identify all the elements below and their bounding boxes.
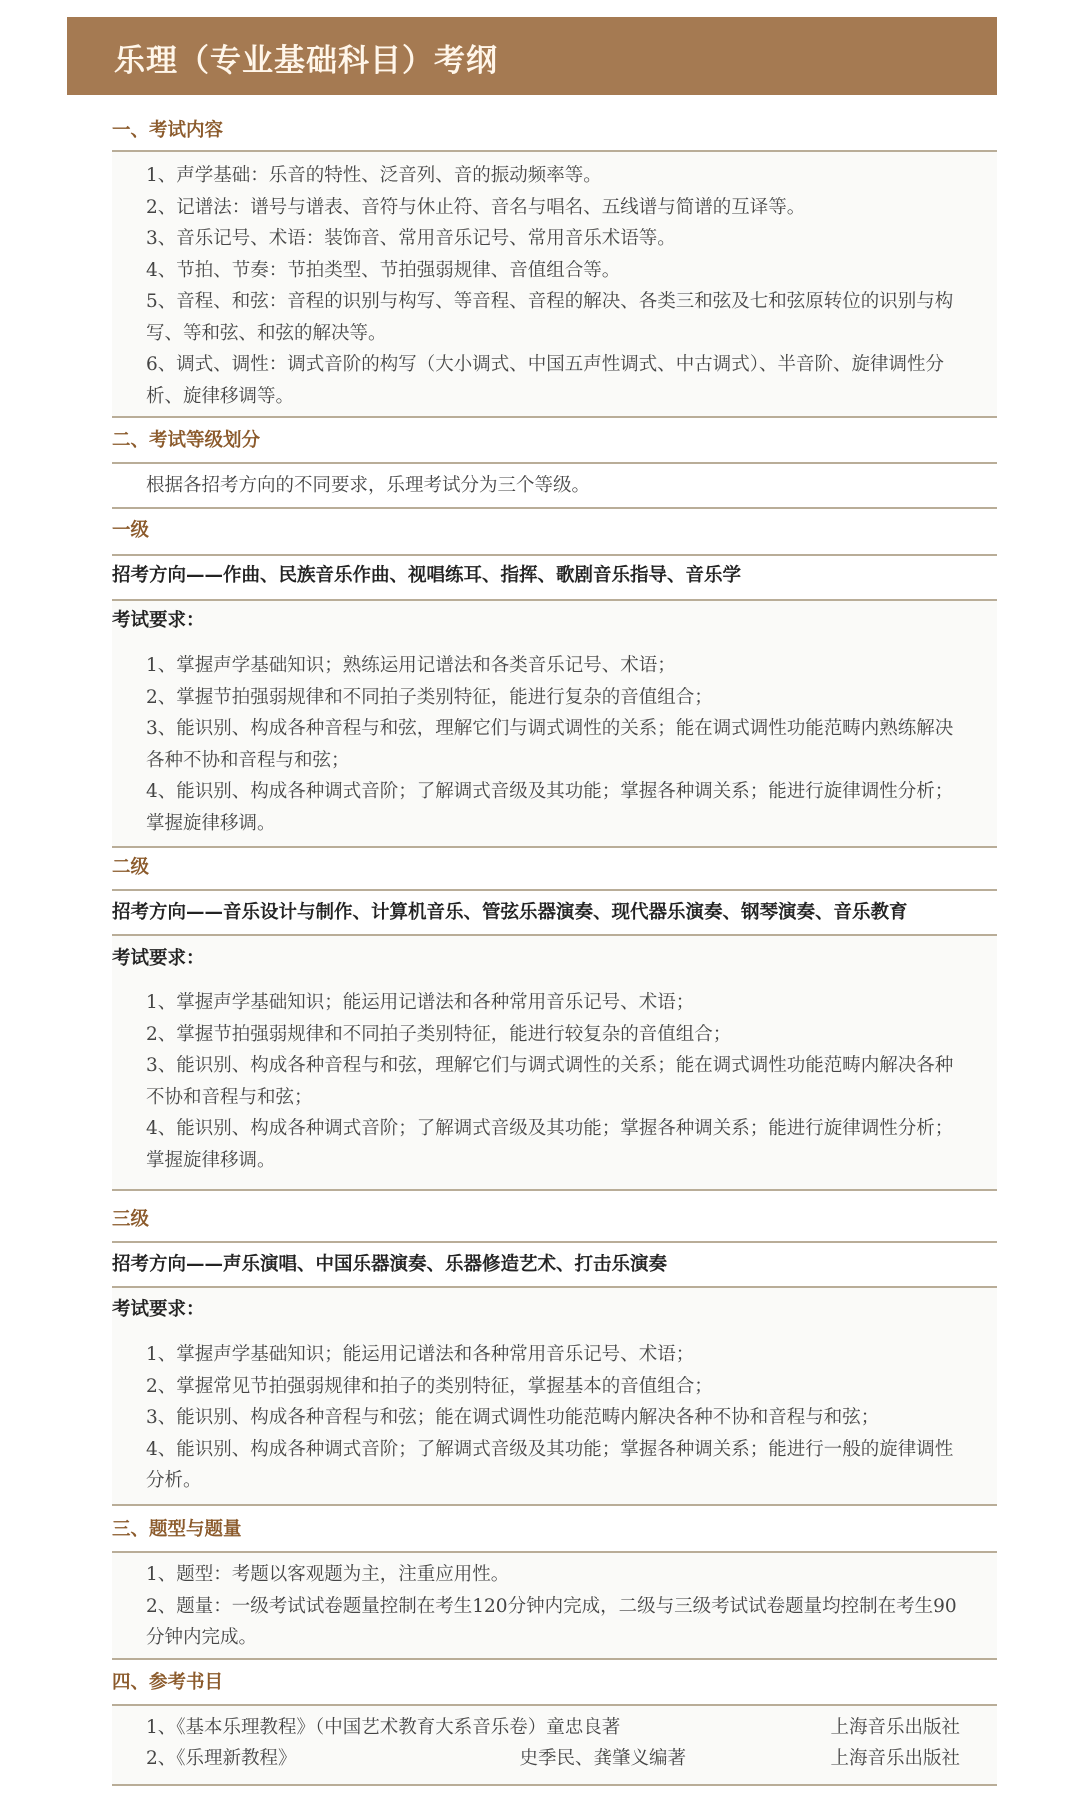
list-item: 3、音乐记号、术语：装饰音、常用音乐记号、常用音乐术语等。: [146, 228, 676, 249]
divider: [112, 462, 997, 464]
level-direction: 招考方向——音乐设计与制作、计算机音乐、管弦乐器演奏、现代器乐演奏、钢琴演奏、音乐教育: [112, 902, 908, 923]
list-item: 3、能识别、构成各种音程与和弦，理解它们与调式调性的关系；能在调式调性功能范畴内解决各种不协和音程与和弦；: [146, 1055, 954, 1108]
requirement-label: 考试要求：: [112, 948, 205, 969]
list-item: 6、调式、调性：调式音阶的构写（大小调式、中国五声性调式、中古调式）、半音阶、旋律调性分析、旋律移调等。: [146, 354, 945, 407]
list-item: 1、掌握声学基础知识；能运用记谱法和各种常用音乐记号、术语；: [146, 1344, 695, 1365]
list-item: 4、能识别、构成各种调式音阶；了解调式音级及其功能；掌握各种调关系；能进行旋律调性分析；掌握旋律移调。: [146, 1118, 954, 1171]
level-direction: 招考方向——作曲、民族音乐作曲、视唱练耳、指挥、歌剧音乐指导、音乐学: [112, 565, 742, 586]
book-title: 2、《乐理新教程》: [146, 1748, 297, 1769]
list-item: 3、能识别、构成各种音程与和弦，理解它们与调式调性的关系；能在调式调性功能范畴内熟练解决各种不协和音程与和弦；: [146, 718, 954, 771]
divider: [112, 1189, 997, 1191]
list-item: 2、题量：一级考试试卷题量控制在考生120分钟内完成，二级与三级考试试卷题量均控制在考生90分钟内完成。: [146, 1595, 957, 1648]
divider: [112, 1241, 997, 1243]
list-item: 1、掌握声学基础知识；熟练运用记谱法和各类音乐记号、术语；: [146, 655, 676, 676]
book-item: [146, 1743, 960, 1774]
title-banner: [67, 17, 997, 95]
list-item: 3、能识别、构成各种音程与和弦；能在调式调性功能范畴内解决各种不协和音程与和弦；: [146, 1407, 880, 1428]
requirement-list: [146, 1339, 966, 1497]
question-type-list: [146, 1559, 966, 1654]
list-item: 2、掌握节拍强弱规律和不同拍子类别特征，能进行较复杂的音值组合；: [146, 1023, 732, 1045]
book-publisher: 上海音乐出版社: [830, 1748, 960, 1769]
content-list: [146, 160, 966, 412]
list-item: 1、声学基础：乐音的特性、泛音列、音的振动频率等。: [146, 165, 602, 186]
level-direction: 招考方向——声乐演唱、中国乐器演奏、乐器修造艺术、打击乐演奏: [112, 1254, 668, 1275]
book-publisher: 上海音乐出版社: [830, 1717, 960, 1738]
list-item: 2、掌握常见节拍强弱规律和拍子的类别特征，掌握基本的音值组合；: [146, 1375, 713, 1397]
page-title: 乐理（专业基础科目）考纲: [114, 43, 498, 79]
divider: [112, 1504, 997, 1506]
divider: [112, 889, 997, 891]
requirement-label: 考试要求：: [112, 610, 205, 631]
divider: [112, 507, 997, 509]
list-item: 2、掌握节拍强弱规律和不同拍子类别特征，能进行复杂的音值组合；: [146, 686, 713, 708]
requirement-list: [146, 650, 966, 839]
section-heading: 三、题型与题量: [112, 1519, 242, 1540]
list-item: 5、音程、和弦：音程的识别与构写、等音程、音程的解决、各类三和弦及七和弦原转位的识别与构写、等和弦、和弦的解决等。: [146, 291, 954, 344]
level-name: 二级: [112, 857, 150, 878]
requirement-list: [146, 987, 966, 1176]
list-item: 1、掌握声学基础知识；能运用记谱法和各种常用音乐记号、术语；: [146, 992, 695, 1013]
divider: [112, 554, 997, 556]
section-heading: 四、参考书目: [112, 1672, 224, 1693]
section-heading: 一、考试内容: [112, 120, 224, 141]
level-name: 三级: [112, 1209, 150, 1230]
list-item: 1、题型：考题以客观题为主，注重应用性。: [146, 1564, 510, 1585]
divider: [112, 1658, 997, 1660]
divider: [112, 1784, 997, 1786]
list-item: 2、记谱法：谱号与谱表、音符与休止符、音名与唱名、五线谱与简谱的互译等。: [146, 196, 806, 218]
level-name: 一级: [112, 520, 150, 541]
list-item: 4、能识别、构成各种调式音阶；了解调式音级及其功能；掌握各种调关系；能进行一般的旋律调性分析。: [146, 1438, 954, 1491]
book-item: [146, 1712, 960, 1743]
list-item: 4、能识别、构成各种调式音阶；了解调式音级及其功能；掌握各种调关系；能进行旋律调性分析；掌握旋律移调。: [146, 781, 954, 834]
divider: [112, 846, 997, 848]
requirement-label: 考试要求：: [112, 1299, 205, 1320]
list-item: 4、节拍、节奏：节拍类型、节拍强弱规律、音值组合等。: [146, 259, 621, 281]
book-author: 史季民、龚肇义编著: [519, 1748, 686, 1769]
book-title: 1、《基本乐理教程》（中国艺术教育大系音乐卷）童忠良著: [146, 1717, 621, 1738]
level-intro: 根据各招考方向的不同要求，乐理考试分为三个等级。: [146, 475, 591, 496]
section-heading: 二、考试等级划分: [112, 430, 261, 451]
divider: [112, 416, 997, 418]
